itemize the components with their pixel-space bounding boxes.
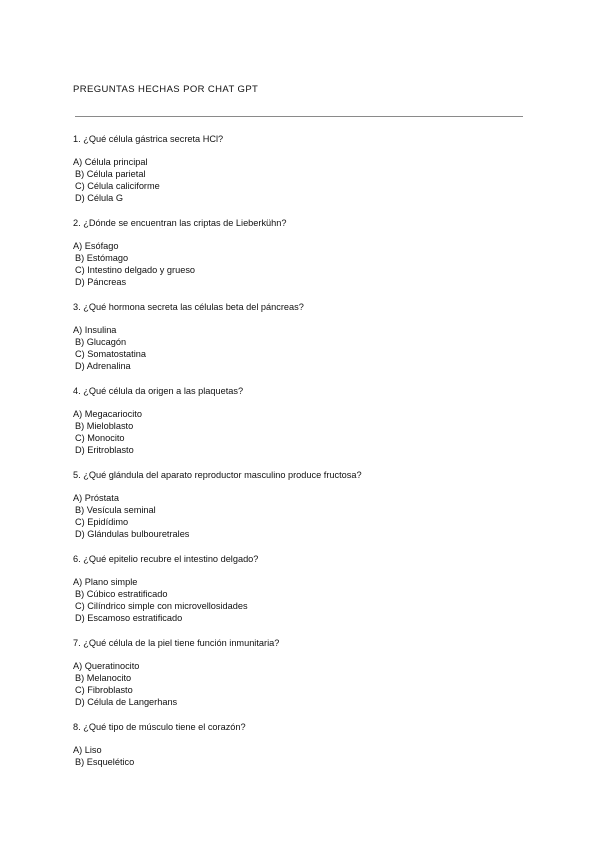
question-text: 1. ¿Qué célula gástrica secreta HCl? — [73, 134, 224, 144]
option-d: D) Páncreas — [75, 277, 127, 287]
question-7 — [73, 637, 533, 708]
option-c: C) Fibroblasto — [75, 685, 133, 695]
option-b: B) Mieloblasto — [75, 421, 134, 431]
option-d: D) Célula G — [75, 193, 123, 203]
answer-options — [73, 408, 533, 456]
option-c: C) Célula caliciforme — [75, 181, 160, 191]
horizontal-divider — [75, 116, 523, 117]
answer-options — [73, 576, 533, 624]
answer-options — [73, 660, 533, 708]
option-a: A) Plano simple — [73, 577, 138, 587]
option-a: A) Célula principal — [73, 157, 148, 167]
option-d: D) Escamoso estratificado — [75, 613, 183, 623]
option-b: B) Vesícula seminal — [75, 505, 156, 515]
option-a: A) Insulina — [73, 325, 117, 335]
question-text: 2. ¿Dónde se encuentran las criptas de Lieberkühn? — [73, 218, 287, 228]
question-3 — [73, 301, 533, 372]
question-2 — [73, 217, 533, 288]
question-4 — [73, 385, 533, 456]
option-d: D) Glándulas bulbouretrales — [75, 529, 190, 539]
question-text: 5. ¿Qué glándula del aparato reproductor masculino produce fructosa? — [73, 470, 362, 480]
option-b: B) Melanocito — [75, 673, 132, 683]
option-b: B) Estómago — [75, 253, 129, 263]
answer-options — [73, 324, 533, 372]
answer-options — [73, 492, 533, 540]
option-d: D) Adrenalina — [75, 361, 131, 371]
question-6 — [73, 553, 533, 624]
option-b: B) Esquelético — [75, 757, 135, 767]
option-c: C) Epidídimo — [75, 517, 129, 527]
option-b: B) Cúbico estratificado — [75, 589, 168, 599]
document-title: PREGUNTAS HECHAS POR CHAT GPT — [73, 84, 259, 95]
answer-options — [73, 744, 533, 768]
question-text: 6. ¿Qué epitelio recubre el intestino delgado? — [73, 554, 259, 564]
question-8 — [73, 721, 533, 768]
option-c: C) Intestino delgado y grueso — [75, 265, 196, 275]
question-1 — [73, 133, 533, 204]
answer-options — [73, 240, 533, 288]
option-b: B) Célula parietal — [75, 169, 146, 179]
question-text: 3. ¿Qué hormona secreta las células beta del páncreas? — [73, 302, 304, 312]
option-a: A) Megacariocito — [73, 409, 142, 419]
question-text: 8. ¿Qué tipo de músculo tiene el corazón? — [73, 722, 246, 732]
option-a: A) Esófago — [73, 241, 119, 251]
option-a: A) Próstata — [73, 493, 119, 503]
question-5 — [73, 469, 533, 540]
question-text: 4. ¿Qué célula da origen a las plaquetas? — [73, 386, 244, 396]
option-d: D) Célula de Langerhans — [75, 697, 178, 707]
option-c: C) Monocito — [75, 433, 125, 443]
option-b: B) Glucagón — [75, 337, 127, 347]
option-a: A) Queratinocito — [73, 661, 140, 671]
question-text: 7. ¿Qué célula de la piel tiene función inmunitaria? — [73, 638, 280, 648]
option-a: A) Liso — [73, 745, 102, 755]
option-c: C) Somatostatina — [75, 349, 146, 359]
option-d: D) Eritroblasto — [75, 445, 134, 455]
option-c: C) Cilíndrico simple con microvellosidades — [75, 601, 248, 611]
answer-options — [73, 156, 533, 204]
